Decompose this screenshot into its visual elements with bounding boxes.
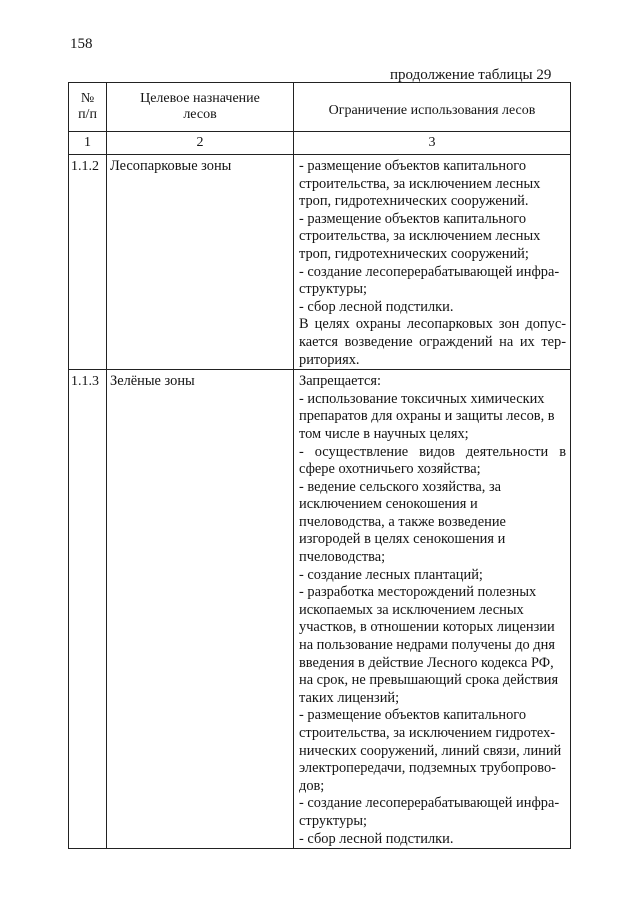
header-number-abbrev: п/п [78,107,97,122]
restriction-line: риториях. [299,351,360,368]
header-number-cell [69,83,107,132]
row-restrictions [294,370,571,849]
restriction-line: введения в действие Лесного кодекса РФ, [299,654,554,671]
restriction-line: дов; [299,777,325,794]
restriction-line: электропередачи, подземных трубопрово- [299,760,556,777]
row-restrictions [294,155,571,370]
header-restriction-label: Ограничение использования лесов [328,103,536,118]
page-number: 158 [70,36,93,52]
restriction-line: - создание лесоперерабатывающей инфра- [299,263,560,280]
restriction-line: участков, в отношении которых лицензии [299,619,555,636]
restriction-line: - размещение объектов капитального [299,158,527,174]
row-number: 1.1.2 [69,155,107,370]
restriction-line: сфере охотничьего хозяйства; [299,461,481,478]
restriction-line: - создание лесных плантаций; [299,566,483,583]
header-number-symbol: № [80,91,95,106]
restriction-line: строительства, за исключением гидротех- [299,725,556,741]
header-restriction-cell [294,83,571,132]
row-purpose: Лесопарковые зоны [107,155,294,370]
restriction-line: троп, гидротехнических сооружений. [299,193,529,210]
table-continuation-caption: продолжение таблицы 29 [390,67,552,83]
restriction-line: структуры; [299,812,368,829]
column-number-1: 1 [69,132,107,155]
row-purpose: Зелёные зоны [107,370,294,849]
row-number: 1.1.3 [69,370,107,849]
restriction-line: том числе в научных целях; [299,425,469,442]
header-purpose-line1: Целевое назначение [140,91,260,106]
restriction-line: - размещение объектов капитального [299,707,527,724]
restriction-line: на срок, не превышающий срока действия [299,672,559,689]
table-row [69,155,571,370]
restriction-line: изгородей в целях сенокошения и [299,531,506,548]
restriction-line: пчеловодства; [299,549,386,566]
restriction-line: - разработка месторождений полезных [299,584,537,601]
header-purpose-line2: лесов [183,107,217,122]
restriction-line: кается возведение ограждений на их тер- [299,333,566,350]
restriction-line: структуры; [299,281,368,298]
column-number-3: 3 [294,132,571,155]
restriction-line: ископаемых за исключением лесных [299,601,524,618]
table-row [69,370,571,849]
restriction-line: на пользование недрами получены до дня [299,637,555,654]
restriction-line: - создание лесоперерабатывающей инфра- [299,795,560,812]
restriction-line: препаратов для охраны и защиты лесов, в [299,408,555,425]
table-header-row [69,83,571,132]
restriction-line: - осуществление видов деятельности в [299,443,566,460]
restriction-line: - сбор лесной подстилки. [299,298,454,315]
forest-restrictions-table [68,82,571,849]
column-number-row [69,132,571,155]
restriction-line: Запрещается: [299,373,382,390]
restriction-line: нических сооружений, линий связи, линий [299,742,562,759]
restriction-line: исключением сенокошения и [299,496,478,513]
column-number-2: 2 [107,132,294,155]
restriction-line: - ведение сельского хозяйства, за [299,478,502,495]
restriction-line: В целях охраны лесопарковых зон допус- [299,316,566,333]
restriction-line: таких лицензий; [299,689,400,706]
restriction-line: - размещение объектов капитального [299,210,527,227]
restriction-line: троп, гидротехнических сооружений; [299,245,529,262]
restriction-line: строительства, за исключением лесных [299,228,541,245]
restriction-line: - сбор лесной подстилки. [299,830,454,847]
restriction-line: пчеловодства, а также возведение [299,513,506,530]
restriction-line: строительства, за исключением лесных [299,175,541,192]
restriction-line: - использование токсичных химических [299,390,545,407]
header-purpose-cell [107,83,294,132]
